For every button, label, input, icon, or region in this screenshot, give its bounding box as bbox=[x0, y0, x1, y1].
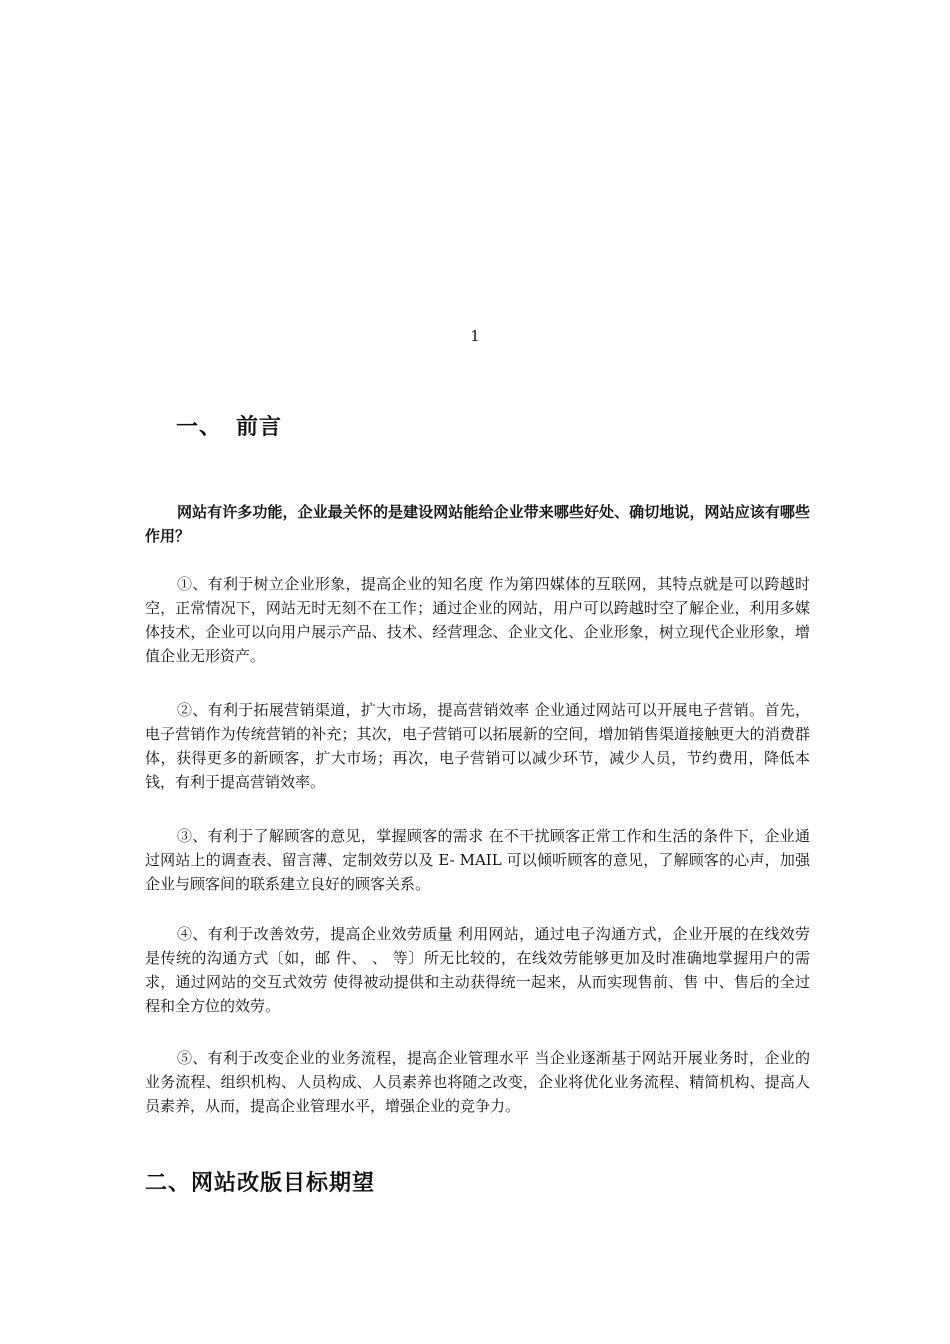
point-paragraph-5: ⑤、有利于改变企业的业务流程，提高企业管理水平 当企业逐渐基于网站开展业务时，企业的业务流程、组织机构、人员构成、人员素养也将随之改变，企业将优化业务流程、精简机构、提高人员素养，从而，提高企业管理水平，增强企业的竞争力。 bbox=[145, 1049, 810, 1115]
point-paragraph-1: ①、有利于树立企业形象，提高企业的知名度 作为第四媒体的互联网，其特点就是可以跨越时空，正常情况下，网站无时无刻不在工作；通过企业的网站，用户可以跨越时空了解企业，利用多媒体技术，企业可以向用户展示产品、技术、经营理念、企业文化、企业形象，树立现代企业形象，增值企业无形资产。 bbox=[145, 575, 810, 665]
intro-paragraph: 网站有许多功能，企业最关怀的是建设网站能给企业带来哪些好处、确切地说，网站应该有哪些作用？ bbox=[145, 503, 810, 545]
section-title: 前言 bbox=[236, 415, 283, 440]
section-heading-redesign-goals: 二、网站改版目标期望 bbox=[145, 1171, 376, 1196]
point-paragraph-3: ③、有利于了解顾客的意见，掌握顾客的需求 在不干扰顾客正常工作和生活的条件下，企业通过网站上的调查表、留言薄、定制效劳以及 E- MAIL 可以倾听顾客的意见，了解顾客的心声，加强企业与顾客间的联系建立良好的顾客关系。 bbox=[145, 827, 810, 893]
point-paragraph-4: ④、有利于改善效劳，提高企业效劳质量 利用网站，通过电子沟通方式，企业开展的在线效劳是传统的沟通方式〔如，邮 件、 、 等〕所无比较的，在线效劳能够更加及时准确地掌握用户的需求，通过网站的交互式效劳 使得被动提供和主动获得统一起来，从而实现售前、售 中、售后的全过程和全方位的效劳。 bbox=[145, 925, 810, 1015]
page-number: 1 bbox=[470, 327, 480, 345]
point-paragraph-2: ②、有利于拓展营销渠道，扩大市场，提高营销效率 企业通过网站可以开展电子营销。首先，电子营销作为传统营销的补充；其次，电子营销可以拓展新的空间，增加销售渠道接触更大的消费群体，获得更多的新顾客，扩大市场；再次，电子营销可以减少环节，减少人员，节约费用，降低本钱，有利于提高营销效率。 bbox=[145, 701, 810, 791]
section-number: 一、 bbox=[176, 415, 223, 440]
section-heading-preface bbox=[176, 410, 282, 441]
